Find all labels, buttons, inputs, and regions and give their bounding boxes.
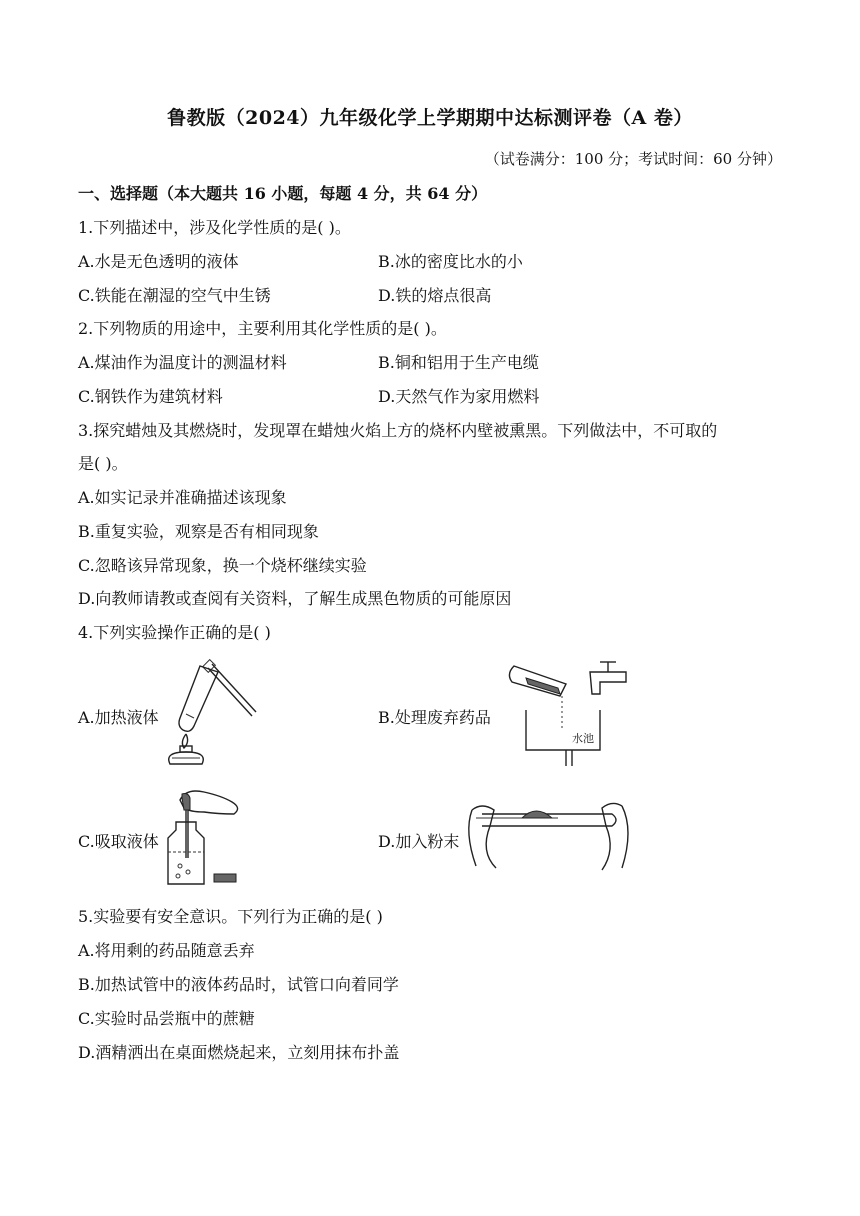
question-5-stem: 5.实验要有安全意识。下列行为正确的是( ): [78, 907, 383, 926]
q1-option-a: A.水是无色透明的液体: [78, 252, 239, 271]
q5-option-a: A.将用剩的药品随意丢弃: [78, 941, 255, 960]
heating-liquid-figure: [160, 658, 260, 768]
question-1-stem: 1.下列描述中，涉及化学性质的是( )。: [78, 218, 351, 237]
powder-figure: [462, 792, 636, 876]
sink-label: 水池: [572, 732, 594, 745]
q2-option-b: B.铜和铝用于生产电缆: [378, 353, 539, 372]
waste-disposal-figure: [496, 652, 636, 770]
q3-option-d: D.向教师请教或查阅有关资料，了解生成黑色物质的可能原因: [78, 589, 512, 608]
q4-option-b: B.处理废弃药品: [378, 708, 491, 727]
section-heading: 一、选择题（本大题共 16 小题，每题 4 分，共 64 分）: [78, 184, 488, 203]
q5-option-c: C.实验时品尝瓶中的蔗糖: [78, 1009, 255, 1028]
page-title: 鲁教版（2024）九年级化学上学期期中达标测评卷（A 卷）: [167, 107, 693, 129]
q3-option-b: B.重复实验，观察是否有相同现象: [78, 522, 319, 541]
question-3-stem-line1: 3.探究蜡烛及其燃烧时，发现罩在蜡烛火焰上方的烧杯内壁被熏黑。下列做法中，不可取的: [78, 421, 718, 440]
question-2-stem: 2.下列物质的用途中，主要利用其化学性质的是( )。: [78, 319, 447, 338]
q2-option-d: D.天然气作为家用燃料: [378, 387, 540, 406]
q1-option-c: C.铁能在潮湿的空气中生锈: [78, 286, 271, 305]
q4-option-c: C.吸取液体: [78, 832, 159, 851]
q1-option-b: B.冰的密度比水的小: [378, 252, 523, 271]
q1-option-d: D.铁的熔点很高: [378, 286, 492, 305]
q5-option-b: B.加热试管中的液体药品时，试管口向着同学: [78, 975, 399, 994]
q2-option-a: A.煤油作为温度计的测温材料: [78, 353, 287, 372]
q2-option-c: C.钢铁作为建筑材料: [78, 387, 223, 406]
question-4-stem: 4.下列实验操作正确的是( ): [78, 623, 271, 642]
question-3-stem-line2: 是( )。: [78, 454, 128, 473]
q3-option-c: C.忽略该异常现象，换一个烧杯继续实验: [78, 556, 367, 575]
dropper-figure: [160, 788, 250, 892]
q3-option-a: A.如实记录并准确描述该现象: [78, 488, 287, 507]
q5-option-d: D.酒精洒出在桌面燃烧起来，立刻用抹布扑盖: [78, 1043, 400, 1062]
q4-option-a: A.加热液体: [78, 708, 159, 727]
exam-info: （试卷满分：100 分；考试时间：60 分钟）: [484, 150, 782, 168]
q4-option-d: D.加入粉末: [378, 832, 460, 851]
